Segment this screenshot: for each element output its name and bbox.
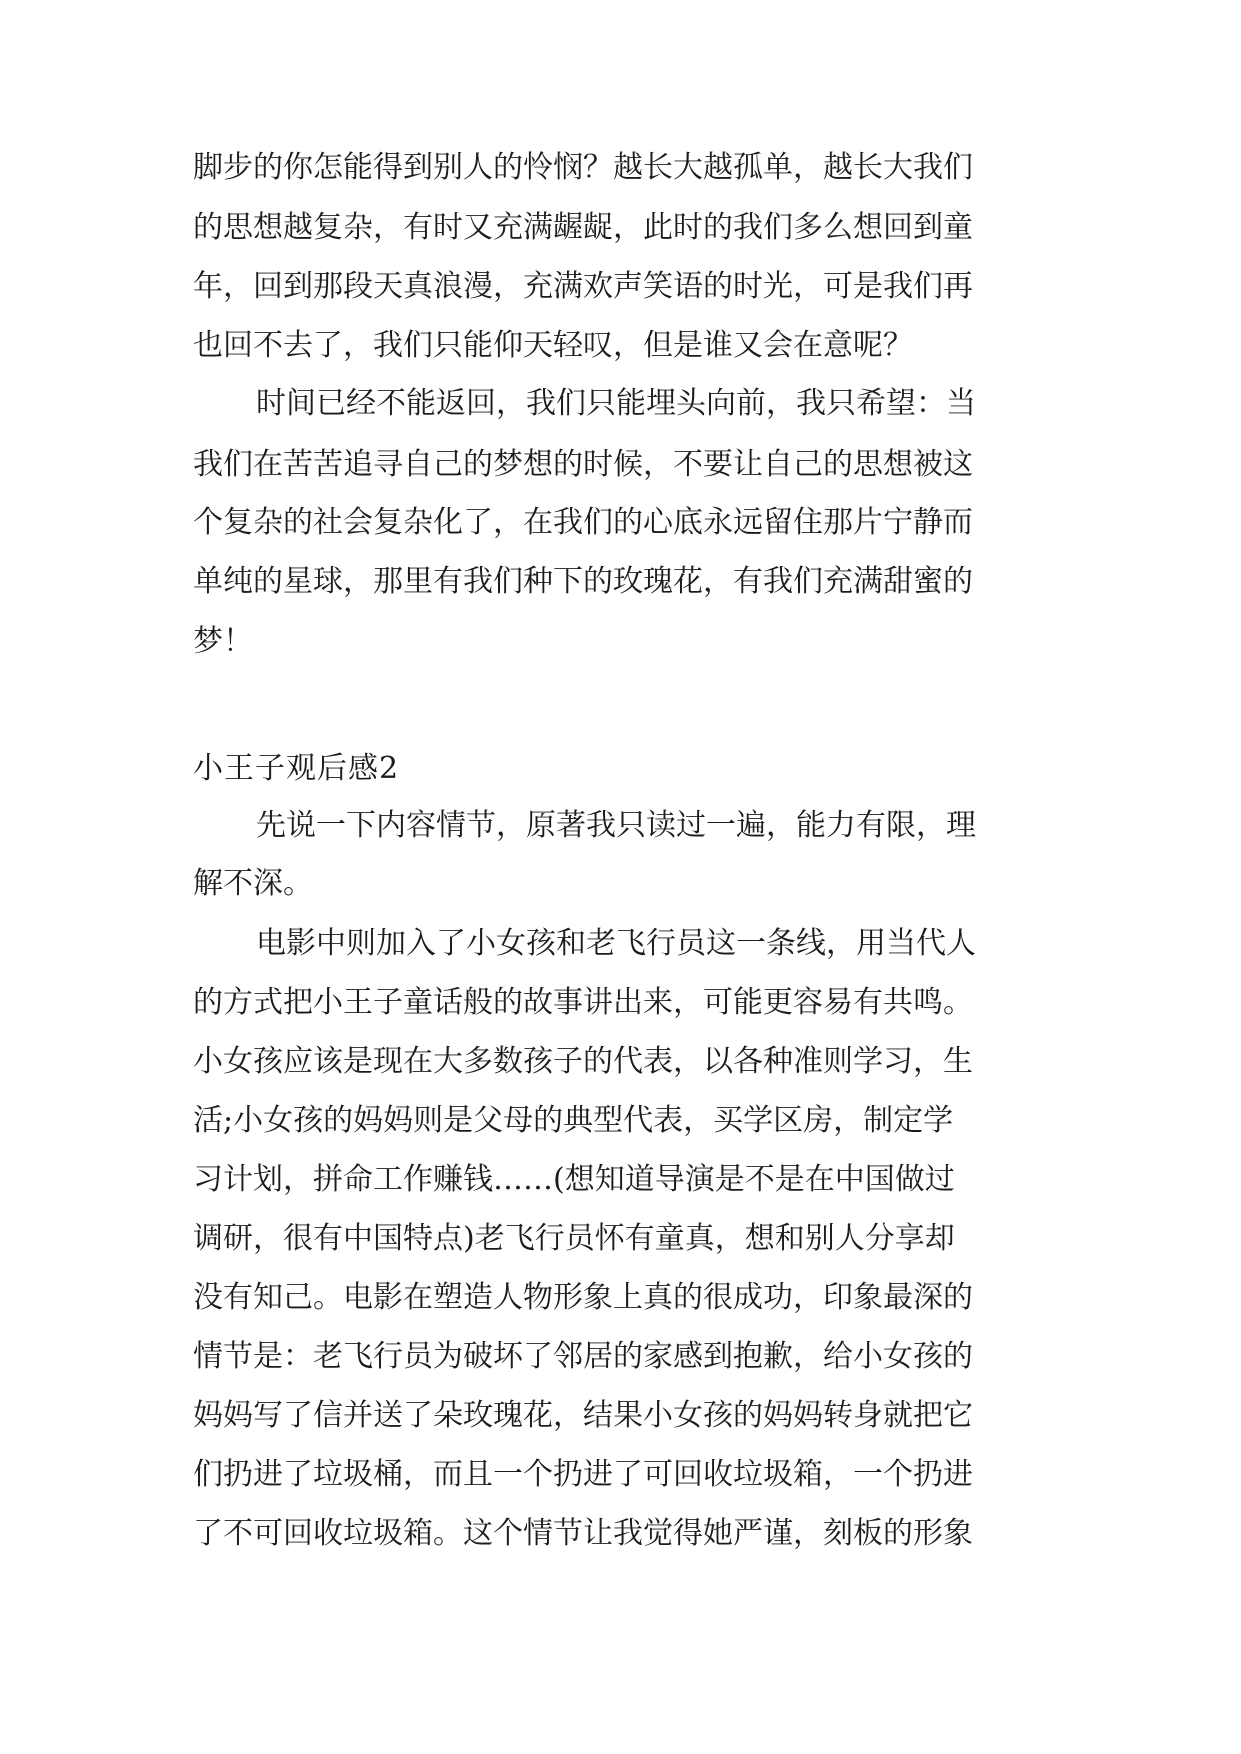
paragraph-line: 们扔进了垃圾桶，而且一个扔进了可回收垃圾箱，一个扔进 — [193, 1457, 973, 1492]
paragraph-line: 年，回到那段天真浪漫，充满欢声笑语的时光，可是我们再 — [193, 269, 973, 304]
paragraph-line: 活;小女孩的妈妈则是父母的典型代表，买学区房，制定学 — [193, 1103, 954, 1138]
paragraph-line: 时间已经不能返回，我们只能埋头向前，我只希望：当 — [256, 386, 976, 421]
paragraph-line: 我们在苦苦追寻自己的梦想的时候，不要让自己的思想被这 — [193, 447, 973, 482]
paragraph-line: 调研，很有中国特点)老飞行员怀有童真，想和别人分享却 — [193, 1221, 955, 1256]
paragraph-line: 梦！ — [193, 624, 253, 659]
paragraph-line: 解不深。 — [193, 866, 313, 901]
paragraph-line: 电影中则加入了小女孩和老飞行员这一条线，用当代人 — [256, 926, 976, 961]
paragraph-line: 没有知己。电影在塑造人物形象上真的很成功，印象最深的 — [193, 1280, 973, 1315]
paragraph-line: 单纯的星球，那里有我们种下的玫瑰花，有我们充满甜蜜的 — [193, 564, 973, 599]
paragraph-line: 习计划，拼命工作赚钱……(想知道导演是不是在中国做过 — [193, 1162, 955, 1197]
paragraph-line: 了不可回收垃圾箱。这个情节让我觉得她严谨，刻板的形象 — [193, 1516, 973, 1551]
paragraph-line: 小女孩应该是现在大多数孩子的代表，以各种准则学习，生 — [193, 1044, 973, 1079]
paragraph-line: 先说一下内容情节，原著我只读过一遍，能力有限，理 — [256, 808, 976, 843]
paragraph-line: 的方式把小王子童话般的故事讲出来，可能更容易有共鸣。 — [193, 985, 973, 1020]
paragraph-line: 情节是：老飞行员为破坏了邻居的家感到抱歉，给小女孩的 — [193, 1339, 973, 1374]
section-title: 小王子观后感2 — [193, 751, 400, 786]
paragraph-line: 脚步的你怎能得到别人的怜悯？越长大越孤单，越长大我们 — [193, 150, 973, 185]
paragraph-line: 的思想越复杂，有时又充满龌龊，此时的我们多么想回到童 — [193, 210, 973, 245]
paragraph-line: 也回不去了，我们只能仰天轻叹，但是谁又会在意呢？ — [193, 328, 913, 363]
paragraph-line: 妈妈写了信并送了朵玫瑰花，结果小女孩的妈妈转身就把它 — [193, 1398, 973, 1433]
paragraph-line: 个复杂的社会复杂化了，在我们的心底永远留住那片宁静而 — [193, 505, 973, 540]
